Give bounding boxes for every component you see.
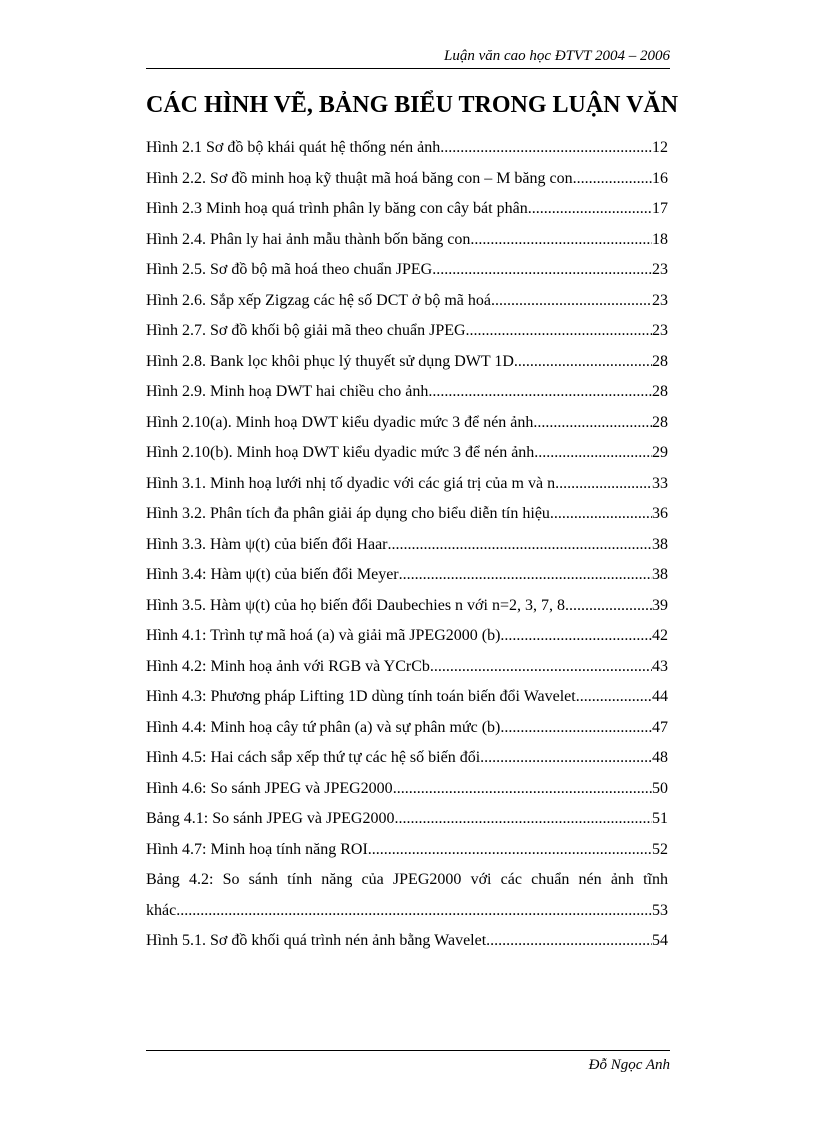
list-item	[146, 351, 668, 382]
list-item-label: Hình 2.7. Sơ đồ khối bộ giải mã theo chuẩn JPEG	[146, 322, 466, 339]
list-item-label: khác	[146, 901, 177, 919]
list-item	[146, 534, 668, 565]
list-item-label: Hình 2.1 Sơ đồ bộ khái quát hệ thống nén ảnh	[146, 139, 441, 156]
list-item-multiline-second	[146, 900, 668, 931]
list-item	[146, 198, 668, 229]
list-item	[146, 747, 668, 778]
list-item-label: Hình 4.6: So sánh JPEG và JPEG2000	[146, 779, 393, 797]
list-item-page: 28	[652, 383, 668, 400]
list-item-page: 51	[652, 810, 668, 827]
page-title: CÁC HÌNH VẼ, BẢNG BIỂU TRONG LUẬN VĂN	[146, 92, 679, 118]
dot-leader	[555, 473, 652, 495]
list-item	[146, 625, 668, 656]
list-item-label: Hình 5.1. Sơ đồ khối quá trình nén ảnh bằng Wavelet	[146, 932, 487, 949]
dot-leader	[576, 686, 652, 708]
list-item	[146, 290, 668, 321]
list-item	[146, 168, 668, 199]
list-item-page: 48	[652, 749, 668, 766]
list-item-label: Hình 2.2. Sơ đồ minh hoạ kỹ thuật mã hoá băng con – M băng con	[146, 169, 573, 187]
list-item	[146, 778, 668, 809]
list-item-page: 38	[652, 566, 668, 583]
list-item-label: Hình 2.6. Sắp xếp Zigzag các hệ số DCT ở bộ mã hoá	[146, 291, 491, 309]
figure-entries	[146, 137, 668, 869]
dot-leader	[428, 381, 652, 403]
list-item-label: Hình 3.2. Phân tích đa phân giải áp dụng cho biểu diễn tín hiệu	[146, 505, 550, 522]
list-item	[146, 320, 668, 351]
list-item	[146, 564, 668, 595]
dot-leader	[399, 564, 652, 586]
list-item-page: 17	[652, 200, 668, 217]
list-item-label: Hình 2.8. Bank lọc khôi phục lý thuyết sử dụng DWT 1D	[146, 352, 514, 370]
list-item	[146, 442, 668, 473]
list-item-label: Hình 2.9. Minh hoạ DWT hai chiều cho ảnh	[146, 383, 429, 400]
list-item	[146, 656, 668, 687]
list-item	[146, 686, 668, 717]
dot-leader	[534, 442, 652, 464]
list-item-label: Hình 4.5: Hai cách sắp xếp thứ tự các hệ số biến đổi	[146, 749, 481, 766]
list-item-label: Hình 2.3 Minh hoạ quá trình phân ly băng con cây bát phân	[146, 200, 528, 217]
list-item-label: Hình 3.5. Hàm ψ(t) của họ biến đổi Daubechies n với n=2, 3, 7, 8	[146, 596, 565, 614]
dot-leader	[486, 930, 652, 952]
dot-leader	[528, 198, 652, 220]
dot-leader	[432, 259, 652, 281]
list-item	[146, 717, 668, 748]
list-item-multiline-first	[146, 869, 668, 900]
list-item	[146, 473, 668, 504]
list-item-label: Hình 2.4. Phân ly hai ảnh mẫu thành bốn băng con	[146, 230, 471, 248]
list-item-page: 29	[652, 444, 668, 461]
dot-leader	[550, 503, 652, 525]
list-item-page: 50	[652, 779, 668, 797]
list-item-page: 38	[652, 535, 668, 553]
list-item-page: 39	[652, 596, 668, 614]
list-item-label: Hình 4.4: Minh hoạ cây tứ phân (a) và sự phân mức (b)	[146, 718, 501, 736]
list-item	[146, 503, 668, 534]
dot-leader	[368, 839, 652, 861]
list-item-label: Hình 4.3: Phương pháp Lifting 1D dùng tính toán biến đổi Wavelet	[146, 688, 576, 705]
list-item	[146, 930, 668, 961]
list-item-label: Hình 2.10(a). Minh hoạ DWT kiểu dyadic mức 3 để nén ảnh	[146, 413, 534, 431]
list-item-label: Hình 2.5. Sơ đồ bộ mã hoá theo chuẩn JPEG	[146, 261, 433, 278]
list-item-page: 47	[652, 718, 668, 736]
list-item-label: Hình 4.1: Trình tự mã hoá (a) và giải mã JPEG2000 (b)	[146, 627, 501, 644]
footer-rule	[146, 1050, 670, 1051]
dot-leader	[514, 351, 652, 373]
dot-leader	[440, 137, 652, 159]
dot-leader	[500, 717, 652, 739]
list-item-label: Hình 2.10(b). Minh hoạ DWT kiểu dyadic mức 3 để nén ảnh	[146, 444, 535, 461]
list-item	[146, 595, 668, 626]
dot-leader	[470, 229, 652, 251]
list-item-label: Hình 4.7: Minh hoạ tính năng ROI	[146, 840, 368, 858]
list-item-page: 23	[652, 291, 668, 309]
dot-leader	[533, 412, 652, 434]
list-item-page: 23	[652, 322, 668, 339]
list-item	[146, 137, 668, 168]
list-item-page: 18	[652, 230, 668, 248]
list-item-page: 23	[652, 261, 668, 278]
dot-leader	[176, 900, 652, 922]
list-item-page: 28	[652, 352, 668, 370]
list-item-page: 42	[652, 627, 668, 644]
header-rule	[146, 68, 670, 69]
list-item-label: Hình 3.1. Minh hoạ lưới nhị tố dyadic với các giá trị của m và n	[146, 474, 556, 492]
list-item-page: 33	[652, 474, 668, 492]
list-item	[146, 412, 668, 443]
list-item	[146, 808, 668, 839]
list-item-page: 43	[652, 657, 668, 675]
list-item	[146, 839, 668, 870]
list-item-page: 54	[652, 932, 668, 949]
list-item-page: 28	[652, 413, 668, 431]
list-item-page: 53	[652, 901, 668, 919]
list-item-label: Hình 4.2: Minh hoạ ảnh với RGB và YCrCb	[146, 657, 430, 675]
list-item-label: Bảng 4.1: So sánh JPEG và JPEG2000	[146, 810, 395, 827]
list-item-label: Bảng 4.2: So sánh tính năng của JPEG2000 với các chuẩn nén ảnh tĩnh	[146, 871, 668, 888]
page-footer: Đỗ Ngọc Anh	[588, 1057, 670, 1073]
list-item-page: 52	[652, 840, 668, 858]
dot-leader	[500, 625, 652, 647]
dot-leader	[466, 320, 652, 342]
page-header: Luận văn cao học ĐTVT 2004 – 2006	[444, 48, 670, 64]
dot-leader	[394, 808, 652, 830]
list-item	[146, 381, 668, 412]
list-item-page: 16	[652, 169, 668, 187]
list-item-page: 36	[652, 505, 668, 522]
dot-leader	[393, 778, 652, 800]
list-item	[146, 259, 668, 290]
dot-leader	[480, 747, 652, 769]
dot-leader	[430, 656, 652, 678]
dot-leader	[565, 595, 652, 617]
list-item-label: Hình 3.3. Hàm ψ(t) của biến đổi Haar	[146, 535, 388, 553]
list-item-label: Hình 3.4: Hàm ψ(t) của biến đổi Meyer	[146, 566, 399, 583]
figure-list	[146, 137, 668, 961]
dot-leader	[388, 534, 653, 556]
dot-leader	[573, 168, 652, 190]
list-item-page: 12	[652, 139, 668, 156]
list-item-page: 44	[652, 688, 668, 705]
dot-leader	[491, 290, 652, 312]
list-item	[146, 229, 668, 260]
